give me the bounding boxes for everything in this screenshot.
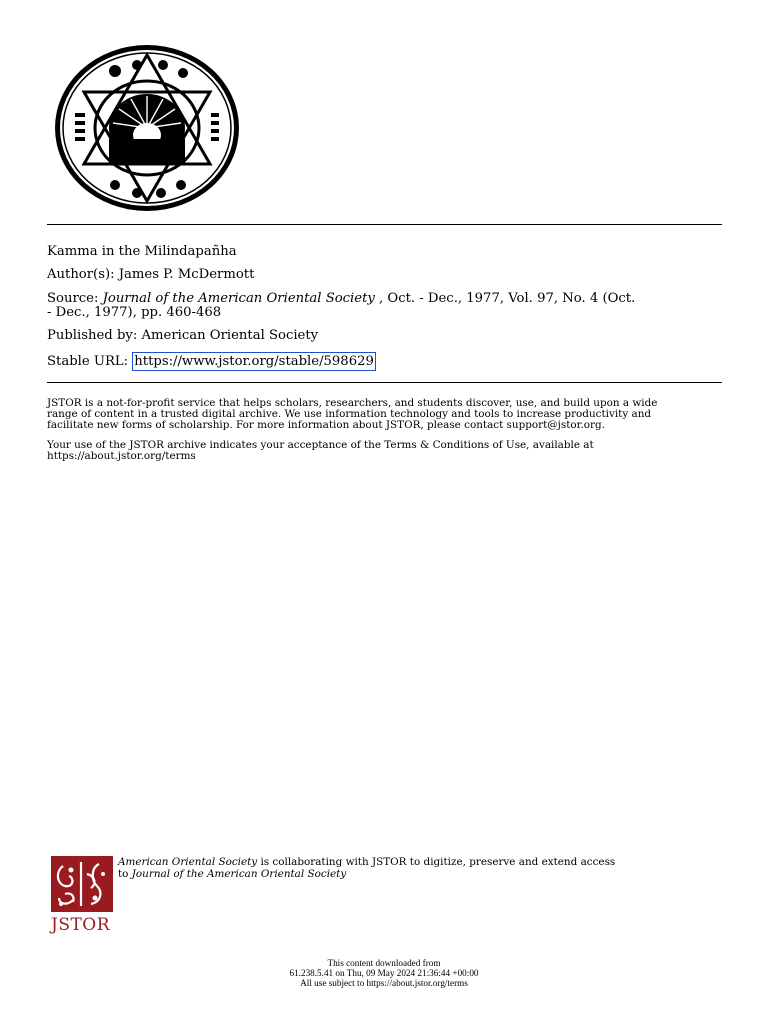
footer-line: All use subject to https://about.jstor.org/terms (300, 978, 468, 988)
source-details-line1: , Oct. - Dec., 1977, Vol. 97, No. 4 (Oct. (374, 291, 636, 306)
article-stable-url (47, 355, 722, 369)
publisher-label: Published by: (47, 328, 142, 343)
seal-emblem-icon (53, 43, 241, 213)
article-publisher (47, 329, 722, 343)
authors-value: James P. McDermott (118, 267, 255, 282)
terms-url: https://about.jstor.org/terms (47, 450, 196, 462)
jstor-emblem-icon (51, 856, 113, 912)
notice-line: range of content in a trusted digital archive. We use information technology and tools to increase productivity and (47, 408, 652, 420)
terms-line: Your use of the JSTOR archive indicates your acceptance of the Terms & Conditions of Use, available at (47, 439, 594, 451)
article-title (47, 245, 722, 259)
footer-line: 61.238.5.41 on Thu, 09 May 2024 21:36:44 +00:00 (289, 968, 479, 978)
source-details-line2: - Dec., 1977), pp. 460-468 (47, 305, 222, 320)
collab-to-label: to (118, 868, 132, 880)
notice-line: facilitate new forms of scholarship. For more information about JSTOR, please contact support@jstor.org. (47, 419, 605, 431)
top-divider (47, 224, 722, 225)
collab-text: is collaborating with JSTOR to digitize, preserve and extend access (257, 856, 616, 868)
source-journal: Journal of the American Oriental Society (102, 291, 375, 306)
society-seal-logo (53, 43, 241, 213)
source-label: Source: (47, 291, 103, 306)
article-source (47, 292, 722, 320)
download-footer (0, 958, 768, 988)
jstor-notice-paragraph (47, 398, 727, 431)
stable-url-label: Stable URL: (47, 354, 133, 369)
jstor-wordmark: JSTOR (51, 915, 111, 935)
notice-line: JSTOR is a not-for-profit service that helps scholars, researchers, and students discover, use, and build upon a wide (47, 397, 658, 409)
middle-divider (47, 382, 722, 383)
article-title-text: Kamma in the Milindapañha (47, 244, 237, 259)
footer-line: This content downloaded from (327, 958, 441, 968)
collab-journal: Journal of the American Oriental Society (131, 868, 347, 880)
terms-notice-paragraph (47, 440, 727, 462)
collaboration-statement (118, 856, 728, 880)
authors-label: Author(s): (47, 267, 119, 282)
jstor-logo (51, 856, 113, 936)
article-authors (47, 268, 722, 282)
publisher-value: American Oriental Society (141, 328, 319, 343)
stable-url-link[interactable]: https://www.jstor.org/stable/598629 (134, 354, 374, 369)
collab-publisher: American Oriental Society (118, 856, 258, 868)
